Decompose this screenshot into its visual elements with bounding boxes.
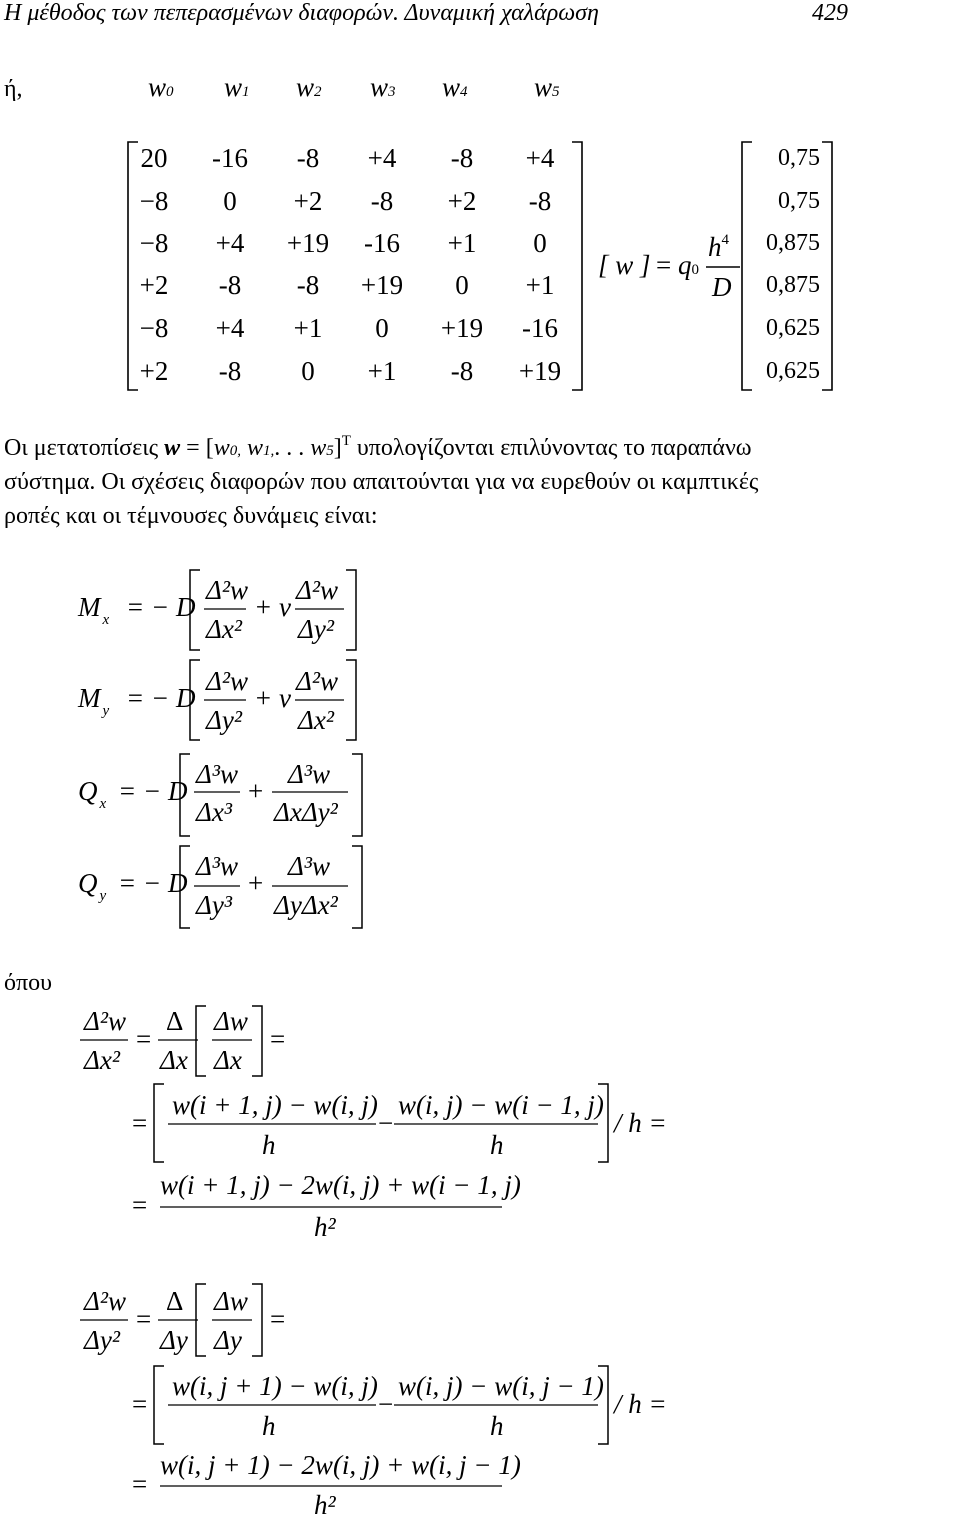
numerator: Δ²w xyxy=(296,666,338,696)
matrix-cell: +1 xyxy=(367,356,397,386)
denominator: h² xyxy=(314,1212,336,1242)
unknown-sub: 1 xyxy=(242,84,250,100)
minus-D: = − D xyxy=(118,868,188,898)
unknown-w: w xyxy=(370,72,389,102)
equals-sign: = xyxy=(132,1469,148,1499)
unknown-w: w xyxy=(296,72,315,102)
denominator: Δy² xyxy=(298,614,334,644)
matrix-cell: 0 xyxy=(223,186,237,216)
denominator: ΔyΔx² xyxy=(274,890,338,920)
denominator: Δy² xyxy=(84,1325,120,1355)
denominator: Δx³ xyxy=(196,797,232,827)
paragraph-line-1 xyxy=(4,432,956,468)
matrix-cell: 0 xyxy=(533,228,547,258)
matrix-cell: -8 xyxy=(296,270,320,300)
divide-by-h: / h = xyxy=(614,1389,667,1419)
plus-nu: + ν xyxy=(254,683,291,713)
unknown-sub: 4 xyxy=(460,84,468,100)
rhs-value: 0,75 xyxy=(778,188,820,214)
numerator: w(i, j) − w(i − 1, j) xyxy=(398,1090,604,1120)
matrix-cell: −8 xyxy=(139,313,169,343)
denominator: Δx xyxy=(214,1045,242,1075)
denominator: h xyxy=(490,1411,504,1441)
q-symbol: q xyxy=(678,250,692,280)
matrix-cell: +4 xyxy=(215,313,245,343)
numerator: Δ²w xyxy=(84,1006,126,1036)
denominator: Δy³ xyxy=(196,890,232,920)
paragraph-line-2: σύστημα. Οι σχέσεις διαφορών που απαιτούνται για να ευρεθούν οι καμπτικές xyxy=(4,469,759,495)
numerator: Δ²w xyxy=(206,666,248,696)
paragraph-line-3: ροπές και οι τέμνουσες δυνάμεις είναι: xyxy=(4,503,378,529)
y-subscript: y xyxy=(99,888,107,904)
h-exponent: 4 xyxy=(721,232,729,248)
matrix-right-bracket xyxy=(572,142,582,390)
w-vector-symbol: w xyxy=(164,435,181,461)
matrix-cell: +2 xyxy=(139,356,169,386)
w-symbol: w xyxy=(213,435,230,461)
h-power xyxy=(708,232,729,263)
unknown-sub: 3 xyxy=(388,84,396,100)
w-subscript: 0, xyxy=(229,443,241,459)
minus-D: = − D xyxy=(126,683,196,713)
plus-nu: + ν xyxy=(254,592,291,622)
numerator: Δ³w xyxy=(288,851,330,881)
matrix-cell: 0 xyxy=(375,313,389,343)
numerator: w(i, j) − w(i, j − 1) xyxy=(398,1371,604,1401)
Q-symbol: Q xyxy=(78,868,98,898)
matrix-cell: 0 xyxy=(455,270,469,300)
matrix-cell: +2 xyxy=(139,270,169,300)
rhs-right-bracket xyxy=(822,142,832,390)
numerator: Δ³w xyxy=(288,759,330,789)
denominator: Δy xyxy=(214,1325,242,1355)
numerator: w(i + 1, j) − 2w(i, j) + w(i − 1, j) xyxy=(160,1170,521,1200)
matrix-cell: -8 xyxy=(218,270,242,300)
denominator: Δy xyxy=(160,1325,188,1355)
numerator: Δ²w xyxy=(84,1286,126,1316)
w-subscript: 1, xyxy=(262,443,275,459)
unknown-w: w xyxy=(224,72,243,102)
running-title: Η μέθοδος των πεπερασμένων διαφορών. Δυναμική χαλάρωση xyxy=(4,0,599,26)
denominator: h xyxy=(490,1130,504,1160)
where-label: όπου xyxy=(4,970,52,996)
equals-sign: = xyxy=(132,1108,148,1138)
unknown-sub: 0 xyxy=(166,84,174,100)
numerator: w(i + 1, j) − w(i, j) xyxy=(172,1090,378,1120)
minus-D: = − D xyxy=(126,592,196,622)
rhs-left-bracket xyxy=(742,142,752,390)
plus-sign: + xyxy=(248,776,264,806)
x-subscript: x xyxy=(102,612,110,628)
matrix-cell: -8 xyxy=(450,143,474,173)
matrix-cell: -8 xyxy=(296,143,320,173)
matrix-cell: 0 xyxy=(301,356,315,386)
unknown-w: w xyxy=(534,72,553,102)
y-subscript: y xyxy=(102,703,110,719)
denominator: Δy² xyxy=(206,705,242,735)
equals-sign: = xyxy=(136,1024,152,1054)
vector-label: [ w ] xyxy=(598,250,651,280)
matrix-cell: +1 xyxy=(293,313,323,343)
minus-sign: − xyxy=(378,1108,394,1138)
matrix-cell: -8 xyxy=(370,186,394,216)
rhs-value: 0,625 xyxy=(766,358,820,384)
rhs-value: 0,625 xyxy=(766,315,820,341)
matrix-cell: +4 xyxy=(525,143,555,173)
matrix-cell: +1 xyxy=(447,228,477,258)
text-run: ] xyxy=(333,435,342,461)
w-symbol: w xyxy=(240,435,263,461)
D-symbol: D xyxy=(712,272,732,302)
numerator: Δw xyxy=(214,1006,248,1036)
unknown-sub: 2 xyxy=(314,84,322,100)
matrix-cell: −8 xyxy=(139,228,169,258)
M-symbol: M xyxy=(78,683,101,713)
matrix-cell: +19 xyxy=(518,356,562,386)
lead-word: ή, xyxy=(4,76,23,102)
page-number: 429 xyxy=(812,0,848,26)
numerator: w(i, j + 1) − 2w(i, j) + w(i, j − 1) xyxy=(160,1450,521,1480)
denominator: Δx² xyxy=(206,614,242,644)
q-subscript: 0 xyxy=(691,262,699,278)
text-run: = [ xyxy=(180,435,214,461)
denominator: h xyxy=(262,1130,276,1160)
ellipsis: . . . xyxy=(274,435,311,461)
numerator: Δ xyxy=(166,1006,184,1036)
equals-sign: = xyxy=(270,1024,286,1054)
text-run: Οι μετατοπίσεις xyxy=(4,435,165,461)
matrix-cell: +19 xyxy=(286,228,330,258)
denominator: Δx xyxy=(160,1045,188,1075)
matrix-cell: +4 xyxy=(367,143,397,173)
equals-sign: = xyxy=(136,1304,152,1334)
numerator: Δ³w xyxy=(196,851,238,881)
numerator: w(i, j + 1) − w(i, j) xyxy=(172,1371,378,1401)
matrix-cell: -8 xyxy=(218,356,242,386)
rhs-value: 0,875 xyxy=(766,272,820,298)
denominator: h² xyxy=(314,1490,336,1520)
matrix-cell: -8 xyxy=(450,356,474,386)
equals-sign: = xyxy=(132,1389,148,1419)
unknown-w: w xyxy=(148,72,167,102)
rhs-value: 0,875 xyxy=(766,230,820,256)
equals-sign: = xyxy=(656,250,672,280)
numerator: Δ²w xyxy=(206,575,248,605)
rhs-value: 0,75 xyxy=(778,145,820,171)
matrix-cell: -16 xyxy=(522,313,558,343)
x-subscript: x xyxy=(99,796,107,812)
matrix-cell: -16 xyxy=(364,228,400,258)
matrix-cell: 20 xyxy=(140,143,168,173)
matrix-cell: −8 xyxy=(139,186,169,216)
matrix-cell: +4 xyxy=(215,228,245,258)
denominator: Δx² xyxy=(298,705,334,735)
equals-sign: = xyxy=(132,1190,148,1220)
w-subscript: 5 xyxy=(326,443,334,459)
numerator: Δ xyxy=(166,1286,184,1316)
equals-sign: = xyxy=(270,1304,286,1334)
Q-symbol: Q xyxy=(78,776,98,806)
matrix-cell: +2 xyxy=(293,186,323,216)
text-run: υπολογίζονται επιλύνοντας το παραπάνω xyxy=(350,435,752,461)
matrix-cell: +19 xyxy=(440,313,484,343)
matrix-cell: +1 xyxy=(525,270,555,300)
h-symbol: h xyxy=(708,232,722,262)
numerator: Δ²w xyxy=(296,575,338,605)
unknown-w: w xyxy=(442,72,461,102)
denominator: Δx² xyxy=(84,1045,120,1075)
denominator: ΔxΔy² xyxy=(274,797,338,827)
M-symbol: M xyxy=(78,592,101,622)
w-symbol: w xyxy=(310,435,327,461)
numerator: Δ³w xyxy=(196,759,238,789)
numerator: Δw xyxy=(214,1286,248,1316)
unknown-sub: 5 xyxy=(552,84,560,100)
matrix-cell: -8 xyxy=(528,186,552,216)
minus-sign: − xyxy=(378,1389,394,1419)
q-factor xyxy=(678,250,699,281)
matrix-cell: +2 xyxy=(447,186,477,216)
divide-by-h: / h = xyxy=(614,1108,667,1138)
transpose-mark: T xyxy=(341,433,351,449)
matrix-cell: +19 xyxy=(360,270,404,300)
matrix-cell: -16 xyxy=(212,143,248,173)
plus-sign: + xyxy=(248,868,264,898)
matrix-left-bracket xyxy=(128,142,138,390)
minus-D: = − D xyxy=(118,776,188,806)
denominator: h xyxy=(262,1411,276,1441)
